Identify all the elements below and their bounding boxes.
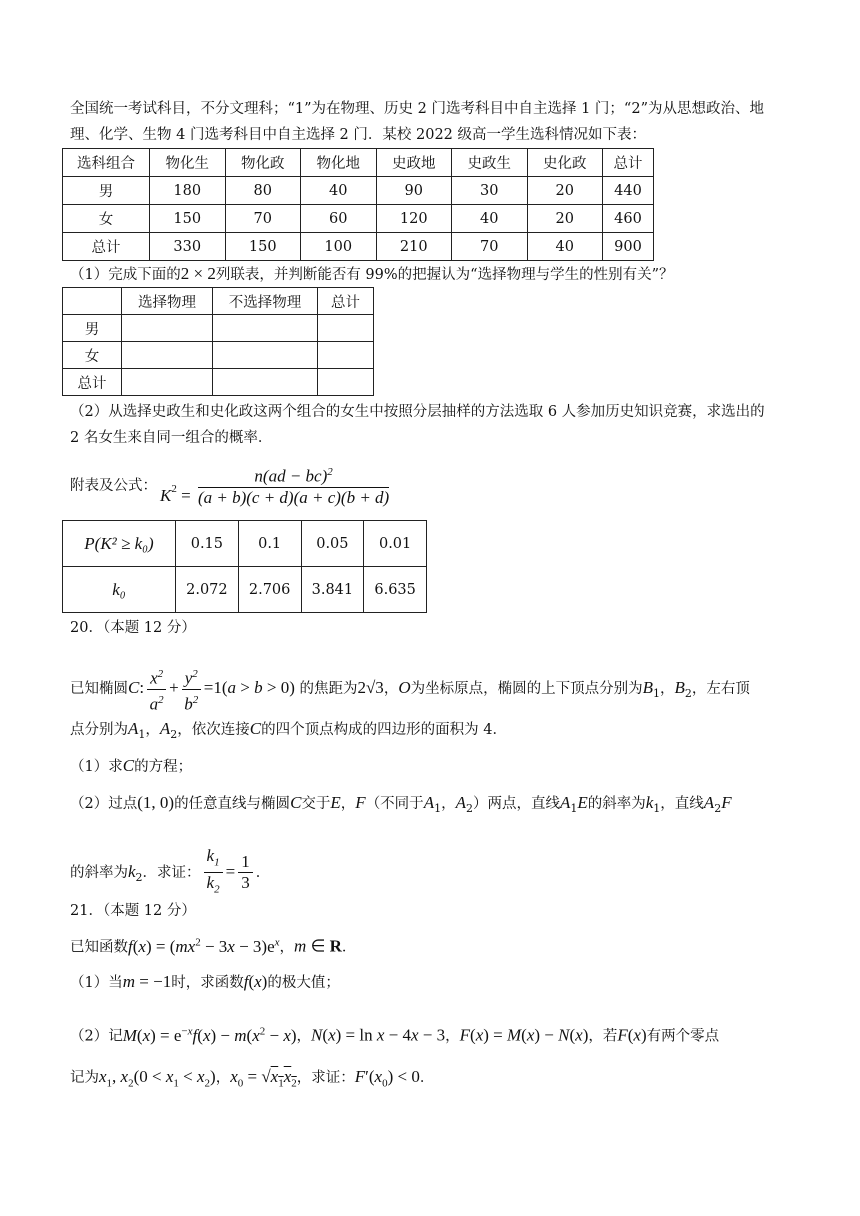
p20-text: 已知椭圆 [70, 681, 128, 698]
table-header: 选科组合 [63, 149, 150, 177]
table-cell: 210 [376, 233, 452, 261]
probability-label: P(K² ≥ k₀) [84, 533, 154, 553]
table-header: 总计 [318, 288, 374, 315]
ellipse-frac-x: $\frac{x^2}{a^2}$ [147, 664, 166, 714]
formula-label-text: 附表及公式： [70, 478, 157, 494]
problem-21-line-1: 已知函数$f(x) = (mx^2 - 3x - 3)e^x$，m ∈ R． [70, 936, 357, 956]
table-cell: 2.072 [176, 567, 239, 613]
numerator-text: n(ad − bc) [254, 466, 328, 486]
row-label [63, 521, 176, 567]
p21-text: 有两个零点 [646, 1028, 720, 1045]
table-cell: 40 [527, 233, 603, 261]
selection-table-header-row [63, 149, 654, 177]
p20-text: ．求证： [142, 864, 201, 881]
p20-text: 点分别为 [70, 722, 128, 738]
critical-value-table [62, 520, 427, 613]
question-1-text [70, 263, 792, 286]
contingency-table [62, 287, 374, 396]
table-cell [122, 369, 213, 396]
table-cell: 总计 [63, 369, 122, 396]
table-cell: 0.15 [176, 521, 239, 567]
table-header: 物化生 [150, 149, 226, 177]
table-cell: 0.05 [301, 521, 364, 567]
problem-21-line-3: 记为$x_1$, $x_2(0 < x_1 < x_2)$，$x_0 = √x_1x_2$，求证：$F'(x_0) < 0$． [70, 1067, 435, 1090]
p20-text: ，左右顶 [691, 681, 750, 698]
table-cell [318, 369, 374, 396]
table-cell [213, 315, 318, 342]
table-header: 总计 [603, 149, 654, 177]
problem-20-line-2: 点分别为$A_1$，$A_2$，依次连接C的四个顶点构成的四边形的面积为 4． [70, 719, 507, 741]
table-cell: 30 [452, 177, 528, 205]
ellipse-frac-y: $\frac{y^2}{b^2}$ [182, 664, 201, 714]
p20-text: 的四个顶点构成的四边形的面积为 4． [261, 722, 507, 738]
table-cell: 440 [603, 177, 654, 205]
table-cell: 女 [63, 205, 150, 233]
p20-text: （不同于 [365, 796, 424, 812]
table-cell: 150 [225, 233, 301, 261]
p21-text: ，若 [588, 1028, 618, 1045]
p20-text: 为坐标原点，椭圆的上下顶点分别为 [410, 681, 643, 698]
table-cell: 总计 [63, 233, 150, 261]
question-2-line-1: （2）从选择史政生和史化政这两个组合的女生中按照分层抽样的方法选取 6 人参加历史知识竞赛，求选出的 [70, 404, 765, 420]
p20-text: ）两点，直线 [472, 796, 560, 812]
p20-text: 的焦距为 [299, 681, 358, 698]
table-cell: 70 [452, 233, 528, 261]
table-header: 不选择物理 [213, 288, 318, 315]
p20-text: ． [255, 864, 271, 881]
table-cell [318, 342, 374, 369]
slope-ratio-frac: $\frac{k_1}{k_2}$ [204, 846, 223, 900]
selection-table [62, 148, 654, 261]
table-cell: 20 [527, 177, 603, 205]
p20-text: （1）求 [70, 759, 123, 775]
p21-text: 已知函数 [70, 939, 128, 956]
p21-text: （2）记 [70, 1028, 123, 1045]
p20-text: 交于 [301, 796, 331, 812]
table-row [63, 315, 374, 342]
q1-prefix: （1）完成下面的 [70, 267, 181, 283]
table-cell: 2.706 [238, 567, 301, 613]
intro-line-1: 全国统一考试科目，不分文理科；“1”为在物理、历史 2 门选考科目中自主选择 1 门；“2”为从思想政治、地 [70, 101, 764, 117]
table-cell: 男 [63, 177, 150, 205]
p20-text: 的方程； [134, 759, 193, 775]
p20-text: ， [383, 681, 399, 698]
question-2-line-2: 2 名女生来自同一组合的概率． [70, 430, 273, 446]
problem-20-line-4: 的斜率为$k_2$．求证： $\frac{k_1}{k_2}$ = $\frac{1}{3}$ ． [70, 846, 792, 900]
table-row [63, 342, 374, 369]
table-cell: 男 [63, 315, 122, 342]
table-cell [122, 342, 213, 369]
table-header: 物化政 [225, 149, 301, 177]
p21-text: 时，求函数 [171, 975, 244, 991]
table-cell: 0.01 [364, 521, 427, 567]
p21-text: ， [279, 939, 295, 956]
p20-text: 的任意直线与椭圆 [174, 796, 291, 812]
table-cell: 20 [527, 205, 603, 233]
p21-text: 记为 [70, 1070, 99, 1086]
table-cell [213, 342, 318, 369]
table-header: 选择物理 [122, 288, 213, 315]
table-cell: 70 [225, 205, 301, 233]
table-row [63, 177, 654, 205]
q1-dims: 2 × 2 [180, 264, 216, 283]
table-cell [318, 315, 374, 342]
formula-numerator: n(ad − bc)$^2$ [198, 462, 389, 488]
problem-20-header: 20．（本题 12 分） [70, 620, 196, 636]
table-cell [213, 369, 318, 396]
table-cell: 100 [301, 233, 377, 261]
intro-line-2: 理、化学、生物 4 门选考科目中自主选择 2 门．某校 2022 级高一学生选科情况如下表： [70, 127, 647, 143]
p20-text: ，依次连接 [177, 722, 250, 738]
table-cell: 6.635 [364, 567, 427, 613]
table-cell: 460 [603, 205, 654, 233]
formula-fraction [198, 462, 389, 508]
p20-text: （2）过点 [70, 796, 138, 812]
table-cell: 180 [150, 177, 226, 205]
one-third-frac: $\frac{1}{3}$ [238, 852, 253, 893]
problem-20-line-1: 已知椭圆C: $\frac{x^2}{a^2}$ + $\frac{y^2}{b^2}$ =1(a > b > 0) 的焦距为2√3，O为坐标原点，椭圆的上下顶点分别为$B_1$，$B_2$，左右顶 [70, 664, 792, 714]
table-cell [122, 315, 213, 342]
p20-text: ，直线 [660, 796, 704, 812]
table-cell: 40 [301, 177, 377, 205]
formula-denominator: (a + b)(c + d)(a + c)(b + d) [197, 487, 390, 507]
probability-row [63, 521, 427, 567]
table-row [63, 233, 654, 261]
table-cell: 120 [376, 205, 452, 233]
p20-text: 的斜率为 [587, 796, 646, 812]
k0-label: k₀ [112, 579, 126, 599]
table-cell: 150 [150, 205, 226, 233]
table-cell: 60 [301, 205, 377, 233]
table-cell: 女 [63, 342, 122, 369]
p21-text: ，求证： [296, 1070, 355, 1086]
table-cell: 40 [452, 205, 528, 233]
formula-lhs: K [160, 485, 172, 505]
table-cell: 330 [150, 233, 226, 261]
table-cell: 90 [376, 177, 452, 205]
critical-value-row [63, 567, 427, 613]
table-header [63, 288, 122, 315]
q1-suffix: 列联表，并判断能否有 99%的把握认为“选择物理与学生的性别有关”？ [215, 267, 674, 283]
table-header: 物化地 [301, 149, 377, 177]
table-row [63, 205, 654, 233]
table-row [63, 369, 374, 396]
contingency-header-row [63, 288, 374, 315]
table-header: 史化政 [527, 149, 603, 177]
table-header: 史政地 [376, 149, 452, 177]
table-cell: 3.841 [301, 567, 364, 613]
p21-text: （1）当 [70, 975, 123, 991]
problem-21-q2: （2）记$M(x) = e^{-x}f(x) - m(x^2 - x)$，N(x) = ln x − 4x − 3，F(x) = M(x) − N(x)，若F(x)有两个零点 [70, 1025, 720, 1045]
p20-text: 的斜率为 [70, 864, 128, 881]
table-header: 史政生 [452, 149, 528, 177]
problem-20-q1: （1）求C的方程； [70, 756, 193, 775]
problem-21-header: 21．（本题 12 分） [70, 903, 196, 919]
chi-square-formula: $K^2$ = $\frac{n(ad - bc)^2}{(a + b)(c + d)(a + c)(b + d)}$ [160, 462, 392, 508]
row-label [63, 567, 176, 613]
problem-21-q1: （1）当m = −1时，求函数f(x)的极大值； [70, 972, 340, 991]
p21-text: 的极大值； [267, 975, 340, 991]
table-cell: 900 [603, 233, 654, 261]
table-cell: 0.1 [238, 521, 301, 567]
table-cell: 80 [225, 177, 301, 205]
problem-20-q2: （2）过点(1, 0)的任意直线与椭圆C交于E，F（不同于$A_1$，$A_2$）两点，直线$A_1E$的斜率为$k_1$，直线$A_2F$ [70, 793, 732, 815]
